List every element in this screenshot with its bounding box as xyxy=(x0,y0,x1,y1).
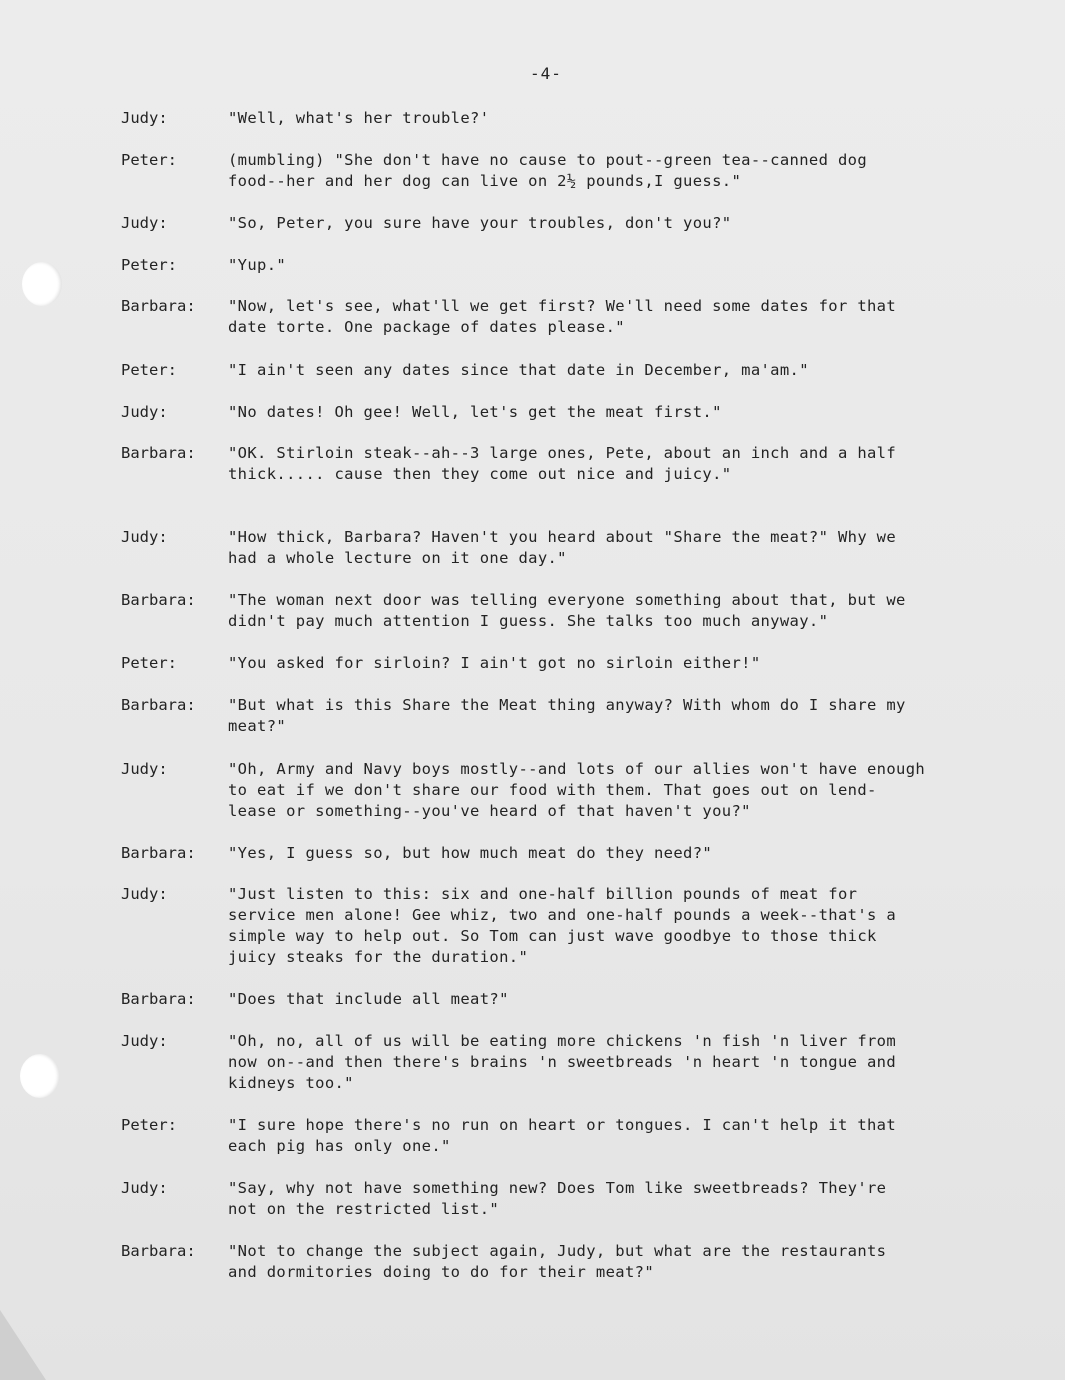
speech-text: "No dates! Oh gee! Well, let's get the meat first." xyxy=(228,403,722,421)
speaker-name: Barbara: xyxy=(121,297,196,315)
speech-text: (mumbling) "She don't have no cause to pout--green tea--canned dog food--her and her dog can live on 2½ pounds,I guess." xyxy=(228,151,867,190)
speech-text: "I ain't seen any dates since that date in December, ma'am." xyxy=(228,361,809,379)
speech-text: "Oh, no, all of us will be eating more chickens 'n fish 'n liver from now on--and then there's brains 'n sweetbreads 'n heart 'n tongue and kidneys too." xyxy=(228,1032,897,1092)
speech-text: "Yes, I guess so, but how much meat do they need?" xyxy=(228,844,713,862)
speech-text: "Oh, Army and Navy boys mostly--and lots of our allies won't have enough to eat if we don't share our food with them. That goes out on lend- lease or something--you've heard of that haven't you?" xyxy=(228,760,926,820)
speaker-name: Barbara: xyxy=(121,990,196,1008)
speech-text: "Not to change the subject again, Judy, but what are the restaurants and dormitories doing to do for their meat?" xyxy=(228,1242,887,1281)
speech-text: "Well, what's her trouble?' xyxy=(228,109,490,127)
speech-text: "Now, let's see, what'll we get first? We'll need some dates for that date torte. One package of dates please." xyxy=(228,297,897,336)
binder-hole-bottom xyxy=(20,1054,60,1098)
binder-hole-top xyxy=(22,262,62,306)
speaker-name: Barbara: xyxy=(121,444,196,462)
speech-text: "So, Peter, you sure have your troubles, don't you?" xyxy=(228,214,732,232)
page-number: -4- xyxy=(530,64,562,83)
folded-corner xyxy=(0,1310,46,1380)
speaker-name: Peter: xyxy=(121,1116,177,1134)
speech-text: "You asked for sirloin? I ain't got no sirloin either!" xyxy=(228,654,761,672)
speaker-name: Judy: xyxy=(121,1179,168,1197)
speaker-name: Barbara: xyxy=(121,844,196,862)
speech-text: "Just listen to this: six and one-half billion pounds of meat for service men alone! Gee whiz, two and one-half pounds a week--that's a simple way to help out. So Tom can just wave goodbye to those thick juicy steaks for the duration." xyxy=(228,885,897,966)
speaker-name: Judy: xyxy=(121,885,168,903)
speaker-name: Barbara: xyxy=(121,696,196,714)
speech-text: "I sure hope there's no run on heart or tongues. I can't help it that each pig has only one." xyxy=(228,1116,897,1155)
speaker-name: Peter: xyxy=(121,654,177,672)
speaker-name: Peter: xyxy=(121,256,177,274)
speech-text: "How thick, Barbara? Haven't you heard about "Share the meat?" Why we had a whole lecture on it one day." xyxy=(228,528,897,567)
speaker-name: Judy: xyxy=(121,109,168,127)
speaker-name: Judy: xyxy=(121,403,168,421)
speaker-name: Judy: xyxy=(121,760,168,778)
speech-text: "OK. Stirloin steak--ah--3 large ones, Pete, about an inch and a half thick..... cause then they come out nice and juicy." xyxy=(228,444,897,483)
speech-text: "Does that include all meat?" xyxy=(228,990,509,1008)
speaker-name: Peter: xyxy=(121,151,177,169)
speaker-name: Barbara: xyxy=(121,591,196,609)
speaker-name: Judy: xyxy=(121,528,168,546)
speaker-name: Judy: xyxy=(121,1032,168,1050)
speech-text: "The woman next door was telling everyone something about that, but we didn't pay much attention I guess. She talks too much anyway." xyxy=(228,591,906,630)
speaker-name: Peter: xyxy=(121,361,177,379)
speech-text: "Say, why not have something new? Does Tom like sweetbreads? They're not on the restricted list." xyxy=(228,1179,887,1218)
speaker-name: Barbara: xyxy=(121,1242,196,1260)
speaker-name: Judy: xyxy=(121,214,168,232)
speech-text: "Yup." xyxy=(228,256,287,274)
speech-text: "But what is this Share the Meat thing anyway? With whom do I share my meat?" xyxy=(228,696,906,735)
